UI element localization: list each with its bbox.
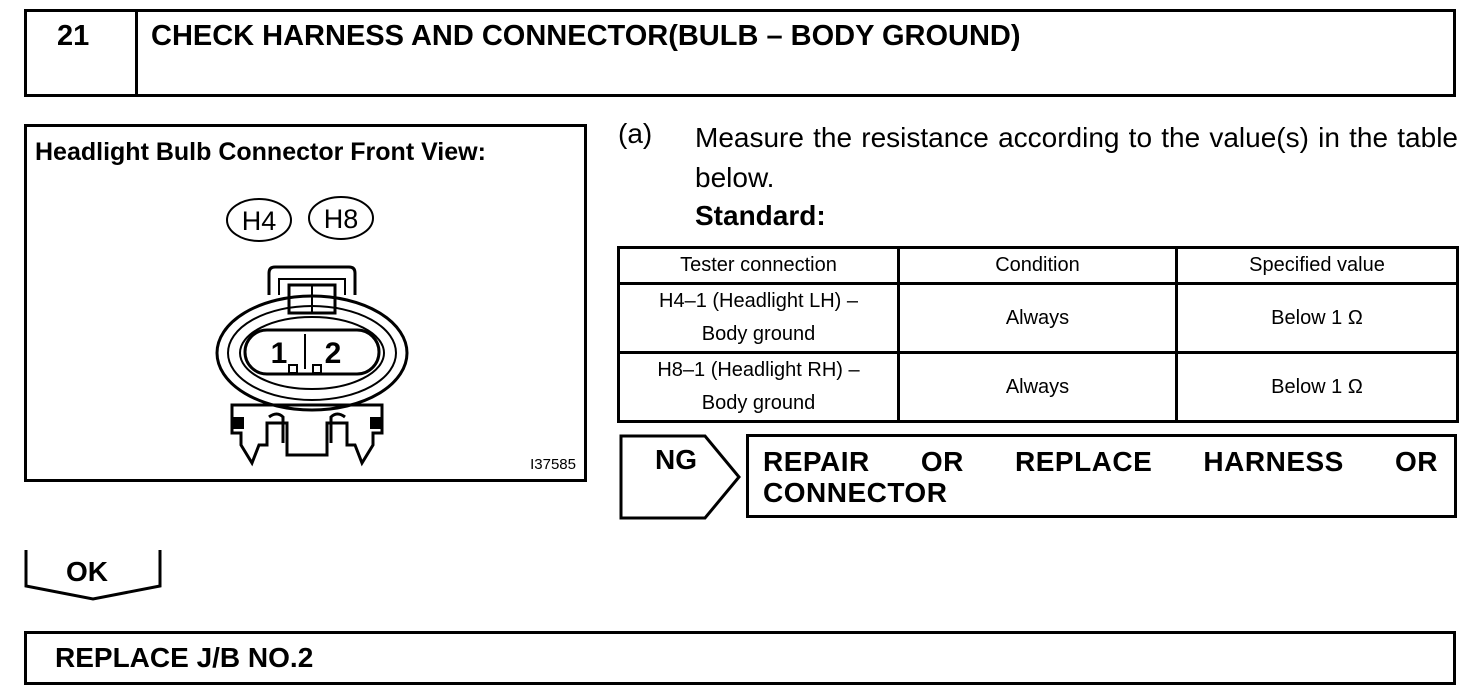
step-number: 21 xyxy=(57,20,90,52)
connector-figure-box xyxy=(24,124,587,482)
step-header xyxy=(24,9,1456,97)
connection-line-2: Body ground xyxy=(701,392,816,414)
pin-1-contact xyxy=(289,365,297,373)
connector-label-h4: H4 xyxy=(241,206,277,236)
terminal-right-hook xyxy=(331,414,345,443)
table-header-row xyxy=(619,248,1458,284)
standard-label: Standard: xyxy=(695,200,826,231)
cell-specified-value: Below 1 Ω xyxy=(1177,353,1458,422)
header-tester-connection: Tester connection xyxy=(619,248,899,284)
connector-label-h8: H8 xyxy=(323,204,359,234)
table-row xyxy=(619,353,1458,422)
pin-label-2: 2 xyxy=(324,337,342,370)
connection-line-1: H8–1 (Headlight RH) – xyxy=(657,359,860,381)
connector-body-mid xyxy=(228,306,396,400)
pin-label-1: 1 xyxy=(270,337,288,370)
cell-condition: Always xyxy=(899,284,1177,353)
spec-table xyxy=(617,246,1459,423)
cell-condition: Always xyxy=(899,353,1177,422)
connection-line-2: Body ground xyxy=(701,323,816,345)
connection-line-1: H4–1 (Headlight LH) – xyxy=(659,290,858,312)
cell-tester-connection xyxy=(619,284,899,353)
ng-label: NG xyxy=(655,444,697,475)
figure-caption: Headlight Bulb Connector Front View: xyxy=(35,138,486,166)
pin-2-contact xyxy=(313,365,321,373)
terminal-right-outer xyxy=(370,417,382,429)
ng-result-text: REPAIR OR REPLACE HARNESS OR CONNECTOR xyxy=(763,446,1438,508)
step-letter: (a) xyxy=(618,118,653,149)
terminal-left-hook xyxy=(269,414,283,443)
cell-specified-value: Below 1 Ω xyxy=(1177,284,1458,353)
connector-diagram xyxy=(27,127,584,479)
ng-result-box xyxy=(746,434,1457,518)
connector-body-inner xyxy=(240,317,384,389)
final-action-text: REPLACE J/B NO.2 xyxy=(55,642,314,673)
connector-base xyxy=(232,405,382,463)
final-action-box xyxy=(24,631,1456,685)
header-condition: Condition xyxy=(899,248,1177,284)
step-title: CHECK HARNESS AND CONNECTOR(BULB – BODY GROUND) xyxy=(151,20,1021,52)
terminal-left-outer xyxy=(232,417,244,429)
instruction-text: Measure the resistance according to the value(s) in the table below. xyxy=(695,122,1458,193)
figure-id: I37585 xyxy=(530,456,576,473)
ok-label: OK xyxy=(66,556,108,587)
cell-tester-connection xyxy=(619,353,899,422)
table-row xyxy=(619,284,1458,353)
step-number-cell xyxy=(27,12,138,94)
header-specified-value: Specified value xyxy=(1177,248,1458,284)
